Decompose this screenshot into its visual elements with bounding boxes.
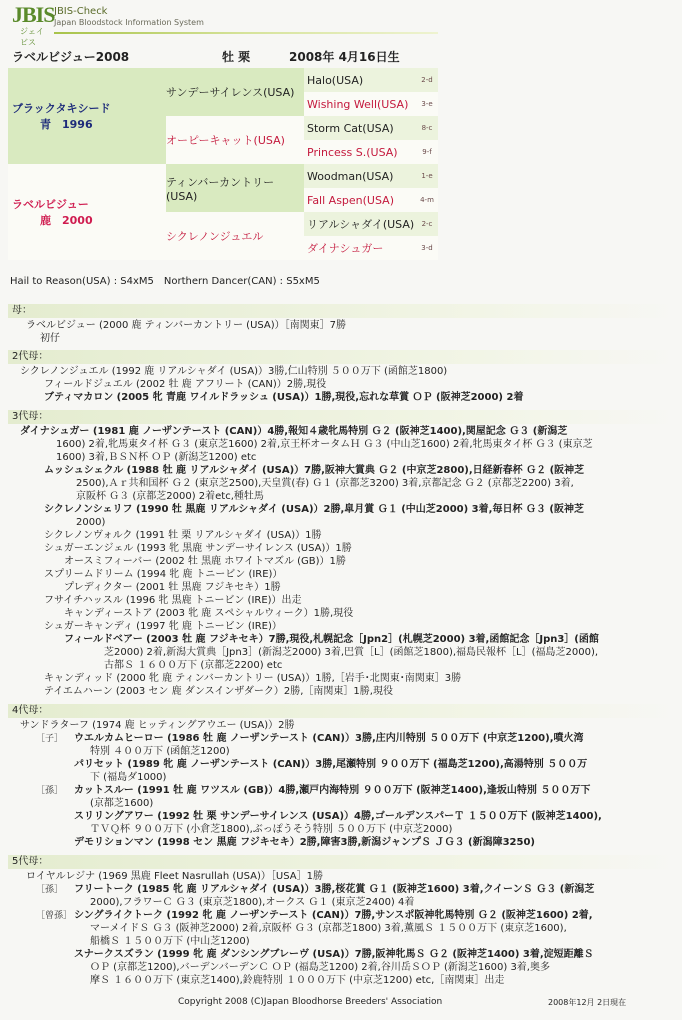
family-line: 1600) 2着,牝馬東タイ杯 Ｇ３ (東京芝1600) 2着,京王杯オータムＨ Ｇ３ (中山芝1600) 2着,牝馬東タイ杯 Ｇ３ (東京芝: [56, 439, 593, 450]
section-2nd-dam: 2代母：: [8, 350, 676, 364]
logo-sub: ジェイビス: [20, 27, 44, 47]
grandchild-label: ［孫］: [36, 786, 64, 796]
family-number: 2-c: [416, 212, 438, 236]
copyright: Copyright 2008 (C)Japan Bloodhorse Breeders' Association: [178, 997, 443, 1007]
g3-cell: Storm Cat(USA): [304, 116, 416, 140]
family-line: シングライクトーク (1992 牝 鹿 ノーザンテースト (CAN)）7勝,サンスポ阪神牝馬特別 Ｇ２ (阪神芝1600) 2着,: [74, 910, 593, 921]
family-line: ロイヤルレジナ (1969 黒鹿 Fleet Nasrullah (USA)）［USA］1勝: [26, 871, 323, 882]
jbis-logo: [12, 2, 55, 47]
family-line: ＯＰ (京都芝1200),バーデンバーデンＣ ＯＰ (福島芝1200) 2着,谷川岳ＳＯＰ (新潟芝1600) 3着,奥多: [90, 962, 550, 973]
horse-sex-color: 牡 栗: [222, 50, 251, 64]
family-line: スナークスズラン (1999 牝 鹿 ダンシングブレーヴ (USA)）7勝,阪神牝馬Ｓ Ｇ２ (阪神芝1400) 3着,淀短距離Ｓ: [74, 949, 594, 960]
system-subtitle: Japan Bloodstock Information System: [54, 18, 204, 27]
family-line: 芝2000) 2着,新潟大賞典［Jpn3］(新潟芝2000) 3着,巴賞［L］(函館芝1800),福島民報杯［L］(福島芝2000),: [104, 647, 599, 658]
family-line: ウエルカムヒーロー (1986 牡 鹿 ノーザンテースト (CAN)）3勝,庄内川特別 ５００万下 (中京芝1200),噴火湾: [74, 733, 584, 744]
g3-cell: ダイナシュガー: [304, 236, 416, 260]
dam-name: ラベルビジュー: [12, 198, 89, 211]
family-line: シュガーエンジェル (1993 牝 黒鹿 サンデーサイレンス (USA)）1勝: [44, 543, 352, 554]
g3-cell: Halo(USA): [304, 68, 416, 92]
family-line: ムッシュシェクル (1988 牡 鹿 リアルシャダイ (USA)）7勝,阪神大賞典 Ｇ２ (中京芝2800),日経新春杯 Ｇ２ (阪神芝: [44, 465, 585, 476]
female-family: [8, 298, 676, 986]
family-line: スリリングアワー (1992 牡 栗 サンデーサイレンス (USA)）4勝,ゴールデンスパーＴ １５００万下 (阪神芝1400),: [74, 811, 602, 822]
family-line: 古都Ｓ １６００万下 (京都芝2200) etc: [104, 660, 283, 671]
g3-cell: Wishing Well(USA): [304, 92, 416, 116]
family-line: ＴＶＱ杯 ９００万下 (小倉芝1800),ぶっぽうそう特別 ５００万下 (中京芝2000): [90, 824, 453, 835]
family-line: シクレノンヴォルク (1991 牡 栗 リアルシャダイ (USA)）1勝: [44, 530, 322, 541]
family-line: プレディクター (2001 牡 黒鹿 フジキセキ）1勝: [64, 582, 281, 593]
family-number: 3-e: [416, 92, 438, 116]
g3-cell: Fall Aspen(USA): [304, 188, 416, 212]
header-divider: [54, 32, 438, 34]
child-label: ［子］: [36, 734, 64, 744]
family-line: フリートーク (1985 牝 鹿 リアルシャダイ (USA)）3勝,桜花賞 Ｇ１ (阪神芝1600) 3着,クイーンＳ Ｇ３ (新潟芝: [74, 884, 595, 895]
section-5th-dam: 5代母：: [8, 855, 676, 869]
inbreeding-cross: Hail to Reason(USA) : S4xM5 Northern Dancer(CAN) : S5xM5: [10, 276, 320, 287]
sire-cell: [8, 68, 166, 164]
family-line: マーメイドＳ Ｇ３ (阪神芝2000) 2着,京阪杯 Ｇ３ (京都芝1800) 3着,薫風Ｓ １５００万下 (東京芝1600),: [90, 923, 567, 934]
family-number: 1-e: [416, 164, 438, 188]
g2-cell: ティンバーカントリー(USA): [166, 164, 304, 212]
family-line: ブティマカロン (2005 牝 青鹿 ワイルドラッシュ (USA)）1勝,現役,忘れな草賞 ＯＰ (阪神芝2000) 2着: [44, 392, 524, 403]
family-line: サンドラターフ (1974 鹿 ヒッティングアウエー (USA)）2勝: [20, 720, 295, 731]
section-dam: 母：: [8, 304, 676, 318]
family-number: 9-f: [416, 140, 438, 164]
horse-name: ラベルビジュー2008: [12, 50, 130, 64]
family-line: シュガーキャンディ (1997 牝 鹿 トニービン (IRE)）: [44, 621, 282, 632]
family-line: 2500),Ａｒ共和国杯 Ｇ２ (東京芝2500),天皇賞(春) Ｇ１ (京都芝3200) 3着,京都記念 Ｇ２ (京都芝2200) 3着,: [76, 478, 574, 489]
family-line: 2000): [76, 517, 106, 528]
dam-info: 鹿 2000: [40, 214, 93, 227]
family-line: フサイチハッスル (1996 牝 黒鹿 トニービン (IRE)）出走: [44, 595, 302, 606]
family-number: 3-d: [416, 236, 438, 260]
family-line: デモリションマン (1998 セン 黒鹿 フジキセキ）2勝,障害3勝,新潟ジャンプＳ ＪＧ３ (新潟障3250): [74, 837, 535, 848]
family-line: 摩Ｓ １６００万下 (東京芝1400),鈴鹿特別 １０００万下 (中京芝1200) etc,［南関東］出走: [90, 975, 505, 986]
family-line: 初仔: [40, 333, 60, 344]
family-line: 京阪杯 Ｇ３ (京都芝2000) 2着etc,種牡馬: [76, 491, 264, 502]
g3-cell: Woodman(USA): [304, 164, 416, 188]
as-of-date: 2008年12月 2日現在: [548, 998, 627, 1007]
g2-cell: サンデーサイレンス(USA): [166, 68, 304, 116]
family-line: パリセット (1989 牝 鹿 ノーザンテースト (CAN)）3勝,尾瀬特別 ９００万下 (福島芝1200),高湯特別 ５００万: [74, 759, 588, 770]
horse-birth: 2008年 4月16日生: [289, 50, 400, 64]
section-3rd-dam: 3代母：: [8, 410, 676, 424]
pedigree-table: [8, 42, 438, 262]
family-line: (京都芝1600): [90, 798, 154, 809]
family-line: カットスルー (1991 牡 鹿 ワツスル (GB)）4勝,瀬戸内海特別 ９００万下 (阪神芝1400),逢坂山特別 ５００万下: [74, 785, 591, 796]
family-line: オースミフィーバー (2002 牡 黒鹿 ホワイトマズル (GB)）1勝: [64, 556, 346, 567]
dam-cell: [8, 164, 166, 260]
family-line: シクレノンジュエル (1992 鹿 リアルシャダイ (USA)）3勝,仁山特別 ５００万下 (函館芝1800): [20, 366, 448, 377]
family-line: キャンディーストア (2003 牝 鹿 スペシャルウィーク）1勝,現役: [64, 608, 354, 619]
family-line: スプリームドリーム (1994 牝 鹿 トニービン (IRE)）: [44, 569, 283, 580]
family-number: 8-c: [416, 116, 438, 140]
family-line: ラベルビジュー (2000 鹿 ティンバーカントリー (USA)）［南関東］7勝: [26, 320, 347, 331]
family-line: テイエムハーン (2003 セン 鹿 ダンスインザダーク）2勝,［南関東］1勝,現役: [44, 686, 393, 697]
header-band: [54, 6, 438, 34]
family-line: キャンディッド (2000 牝 鹿 ティンバーカントリー (USA)）1勝,［岩手･北関東･南関東］3勝: [44, 673, 462, 684]
family-number: 4-m: [416, 188, 438, 212]
grandchild-label: ［孫］: [36, 885, 64, 895]
family-line: 下 (福島ダ1000): [90, 772, 167, 783]
family-number: 2-d: [416, 68, 438, 92]
g3-cell: Princess S.(USA): [304, 140, 416, 164]
family-line: シクレノンシェリフ (1990 牡 黒鹿 リアルシャダイ (USA)）2勝,皐月賞 Ｇ１ (中山芝2000) 3着,毎日杯 Ｇ３ (阪神芝: [44, 504, 584, 515]
g2-cell: オーピーキャット(USA): [166, 116, 304, 164]
section-4th-dam: 4代母：: [8, 704, 676, 718]
logo-mark: JBIS: [12, 2, 55, 27]
family-line: 船橋Ｓ １５００万下 (中山芝1200): [90, 936, 250, 947]
family-line: 特別 ４００万下 (函館芝1200): [90, 746, 230, 757]
check-title: JBIS-Check: [54, 6, 108, 17]
family-line: 2000),フラワーＣ Ｇ３ (東京芝1800),オークス Ｇ１ (東京芝2400) 4着: [90, 897, 415, 908]
sire-name: ブラックタキシード: [12, 102, 111, 115]
family-line: フィールドベアー (2003 牡 鹿 フジキセキ）7勝,現役,札幌記念［Jpn2］(札幌芝2000) 3着,函館記念［Jpn3］(函館: [64, 634, 599, 645]
g2-cell: シクレノンジュエル: [166, 212, 304, 260]
greatgrandchild-label: ［曾孫］: [36, 911, 73, 921]
g3-cell: リアルシャダイ(USA): [304, 212, 416, 236]
family-line: 1600) 3着,ＢＳＮ杯 ＯＰ (新潟芝1200) etc: [56, 452, 257, 463]
family-line: ダイナシュガー (1981 鹿 ノーザンテースト (CAN)）4勝,報知４歳牝馬特別 Ｇ２ (阪神芝1400),関屋記念 Ｇ３ (新潟芝: [20, 426, 568, 437]
family-line: フィールドジュエル (2002 牡 鹿 アフリート (CAN)）2勝,現役: [44, 379, 327, 390]
sire-info: 青 1996: [40, 118, 93, 131]
